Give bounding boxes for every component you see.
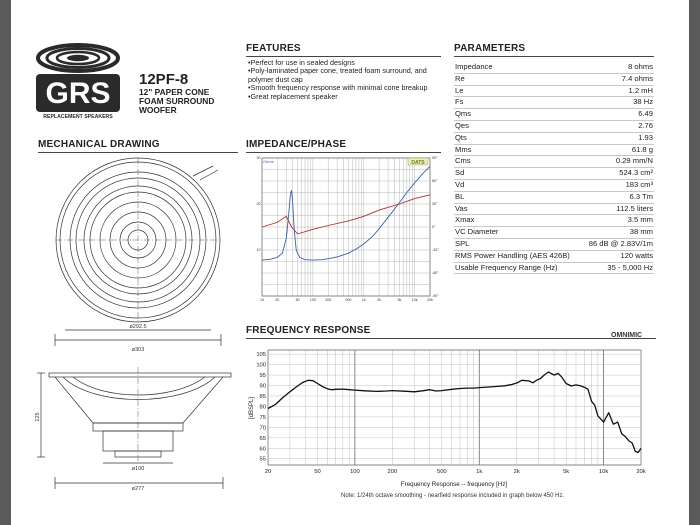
parameter-value: 120 watts bbox=[620, 250, 653, 260]
parameter-value: 8 ohms bbox=[628, 62, 653, 71]
frequency-y-tick: 55 bbox=[259, 456, 266, 463]
logo-text: GRS bbox=[45, 77, 111, 110]
impedance-chart bbox=[246, 154, 446, 304]
model-number: 12PF-8 bbox=[139, 71, 189, 88]
feature-item: • Perfect for use in sealed designs bbox=[248, 59, 443, 67]
features-list bbox=[248, 59, 443, 101]
parameter-value: 524.3 cm² bbox=[619, 168, 653, 178]
feature-item: • Poly-laminated paper cone, treated foam surround, and polymer dust cap bbox=[248, 67, 443, 84]
omnimic-logo: OMNIMIC bbox=[611, 332, 643, 339]
parameter-value: 1.2 mH bbox=[628, 85, 653, 95]
frequency-y-tick: 95 bbox=[259, 373, 266, 380]
parameter-name: Mms bbox=[455, 144, 472, 154]
impedance-phase-tick: -90° bbox=[432, 294, 439, 299]
frequency-y-tick: 80 bbox=[259, 404, 266, 411]
parameter-name: Cms bbox=[455, 156, 471, 166]
parameter-value: 6.49 bbox=[638, 109, 653, 119]
impedance-phase-tick: 60° bbox=[432, 179, 438, 184]
impedance-phase-tick: 30° bbox=[432, 202, 438, 207]
frequency-y-tick: 75 bbox=[259, 414, 266, 421]
parameter-name: Sd bbox=[455, 168, 465, 178]
dim-height: 125 bbox=[35, 412, 41, 422]
impedance-y-tick: 10 bbox=[256, 248, 261, 253]
parameter-name: Xmax bbox=[455, 215, 475, 225]
logo-subtext: REPLACEMENT SPEAKERS bbox=[43, 114, 113, 120]
frequency-y-tick: 100 bbox=[256, 362, 266, 369]
dim-front-inner: ø292.5 bbox=[129, 324, 147, 330]
parameter-name: Qms bbox=[455, 109, 472, 119]
desc-line-1: 12" PAPER CONE bbox=[139, 87, 210, 97]
front-view-drawing bbox=[38, 154, 243, 354]
frequency-x-tick: 200 bbox=[387, 469, 398, 475]
impedance-x-tick: 100 bbox=[309, 298, 316, 302]
frequency-x-tick: 5k bbox=[563, 469, 570, 475]
parameter-name: Re bbox=[455, 73, 465, 83]
parameter-value: 61.8 g bbox=[631, 144, 653, 154]
desc-line-3: WOOFER bbox=[139, 105, 177, 115]
impedance-ylabel: Ohms bbox=[263, 159, 274, 164]
parameter-value: 38 Hz bbox=[633, 97, 653, 107]
parameter-value: 7.4 ohms bbox=[621, 73, 653, 83]
parameter-value: 6.3 Tm bbox=[629, 191, 653, 201]
parameter-value: 0.29 mm/N bbox=[615, 156, 653, 166]
impedance-x-tick: 500 bbox=[345, 298, 352, 302]
parameter-value: 86 dB @ 2.83V/1m bbox=[588, 239, 653, 248]
feature-item: • Great replacement speaker bbox=[248, 93, 443, 101]
impedance-x-tick: 5k bbox=[397, 298, 402, 302]
impedance-x-tick: 2k bbox=[377, 298, 382, 302]
side-view-drawing bbox=[33, 367, 243, 492]
features-rule bbox=[246, 56, 441, 57]
frequency-rule bbox=[246, 338, 656, 339]
parameter-value: 1.93 bbox=[638, 132, 653, 142]
parameter-value: 3.5 mm bbox=[627, 215, 653, 225]
frequency-x-tick: 500 bbox=[436, 469, 447, 475]
parameter-name: Qts bbox=[455, 132, 467, 142]
parameter-row bbox=[454, 262, 654, 275]
parameter-name: Fs bbox=[455, 97, 464, 107]
dim-magnet: ø100 bbox=[131, 466, 145, 472]
parameter-name: SPL bbox=[455, 239, 470, 248]
frequency-x-tick: 20k bbox=[636, 469, 646, 475]
impedance-x-tick: 200 bbox=[325, 298, 332, 302]
impedance-phase-tick: -60° bbox=[432, 271, 439, 276]
impedance-title: IMPEDANCE/PHASE bbox=[246, 139, 347, 150]
frequency-y-tick: 70 bbox=[259, 425, 266, 432]
parameter-name: VC Diameter bbox=[455, 227, 499, 237]
speaker-emblem-icon bbox=[38, 45, 118, 71]
parameter-value: 183 cm³ bbox=[625, 180, 653, 189]
dim-frame: ø277 bbox=[131, 486, 145, 492]
desc-line-2: FOAM SURROUND bbox=[139, 96, 215, 106]
frequency-x-tick: 100 bbox=[350, 469, 360, 475]
parameter-value: 38 mm bbox=[629, 227, 653, 237]
mechanical-rule bbox=[38, 152, 238, 153]
frequency-ylabel: [dBSPL] bbox=[249, 396, 255, 420]
model-description bbox=[139, 88, 214, 115]
parameter-value: 2.76 bbox=[638, 121, 653, 130]
parameter-name: Impedance bbox=[455, 62, 493, 71]
impedance-rule bbox=[246, 152, 441, 153]
feature-item: • Smooth frequency response with minimal cone breakup bbox=[248, 84, 443, 92]
frequency-note: Note: 1/24th octave smoothing - nearfield response included in graph below 450 Hz. bbox=[341, 493, 565, 499]
frequency-x-tick: 10k bbox=[598, 469, 609, 475]
frequency-y-tick: 85 bbox=[259, 394, 266, 400]
parameter-value: 112.5 liters bbox=[616, 203, 653, 213]
frequency-plot-area bbox=[268, 350, 641, 465]
dats-badge: DATS bbox=[411, 160, 425, 166]
parameter-name: Qes bbox=[455, 121, 469, 130]
impedance-x-tick: 20 bbox=[275, 298, 280, 302]
frequency-y-tick: 60 bbox=[259, 446, 266, 453]
spec-sheet bbox=[11, 0, 689, 525]
frequency-x-tick: 2k bbox=[513, 469, 520, 475]
impedance-x-tick: 50 bbox=[295, 298, 300, 302]
frequency-xlabel: Frequency Response -- frequency [Hz] bbox=[400, 481, 508, 488]
impedance-x-tick: 1k bbox=[361, 298, 366, 302]
frequency-title: FREQUENCY RESPONSE bbox=[246, 325, 371, 336]
frequency-x-tick: 1k bbox=[476, 469, 483, 475]
parameter-name: BL bbox=[455, 191, 465, 201]
impedance-phase-tick: 90° bbox=[432, 156, 438, 161]
dim-front-outer: ø303 bbox=[131, 347, 145, 353]
impedance-x-tick: 10k bbox=[411, 298, 418, 302]
grs-logo bbox=[33, 42, 123, 120]
parameter-name: Vas bbox=[455, 203, 468, 213]
parameter-name: RMS Power Handling (AES 426B) bbox=[455, 250, 570, 260]
impedance-phase-tick: -30° bbox=[432, 248, 439, 253]
parameters-rule bbox=[454, 56, 654, 57]
impedance-x-tick: 20k bbox=[427, 298, 433, 302]
impedance-x-tick: 10 bbox=[260, 298, 264, 302]
parameter-name: Usable Frequency Range (Hz) bbox=[455, 262, 558, 272]
parameter-name: Vd bbox=[455, 180, 465, 189]
impedance-y-tick: 30 bbox=[256, 156, 261, 161]
frequency-y-tick: 105 bbox=[256, 352, 266, 359]
frequency-x-tick: 20 bbox=[264, 469, 272, 475]
features-title: FEATURES bbox=[246, 43, 301, 54]
frequency-y-tick: 65 bbox=[259, 435, 266, 442]
parameter-value: 35 - 5,000 Hz bbox=[607, 262, 653, 272]
frequency-chart bbox=[246, 340, 656, 495]
parameters-table bbox=[454, 61, 654, 301]
impedance-y-tick: 20 bbox=[256, 202, 261, 207]
mechanical-title: MECHANICAL DRAWING bbox=[38, 139, 160, 150]
frequency-y-tick: 90 bbox=[259, 383, 266, 390]
frequency-x-tick: 50 bbox=[314, 469, 321, 475]
parameters-title: PARAMETERS bbox=[454, 43, 526, 54]
parameter-name: Le bbox=[455, 85, 464, 95]
impedance-phase-tick: 0° bbox=[432, 225, 436, 230]
